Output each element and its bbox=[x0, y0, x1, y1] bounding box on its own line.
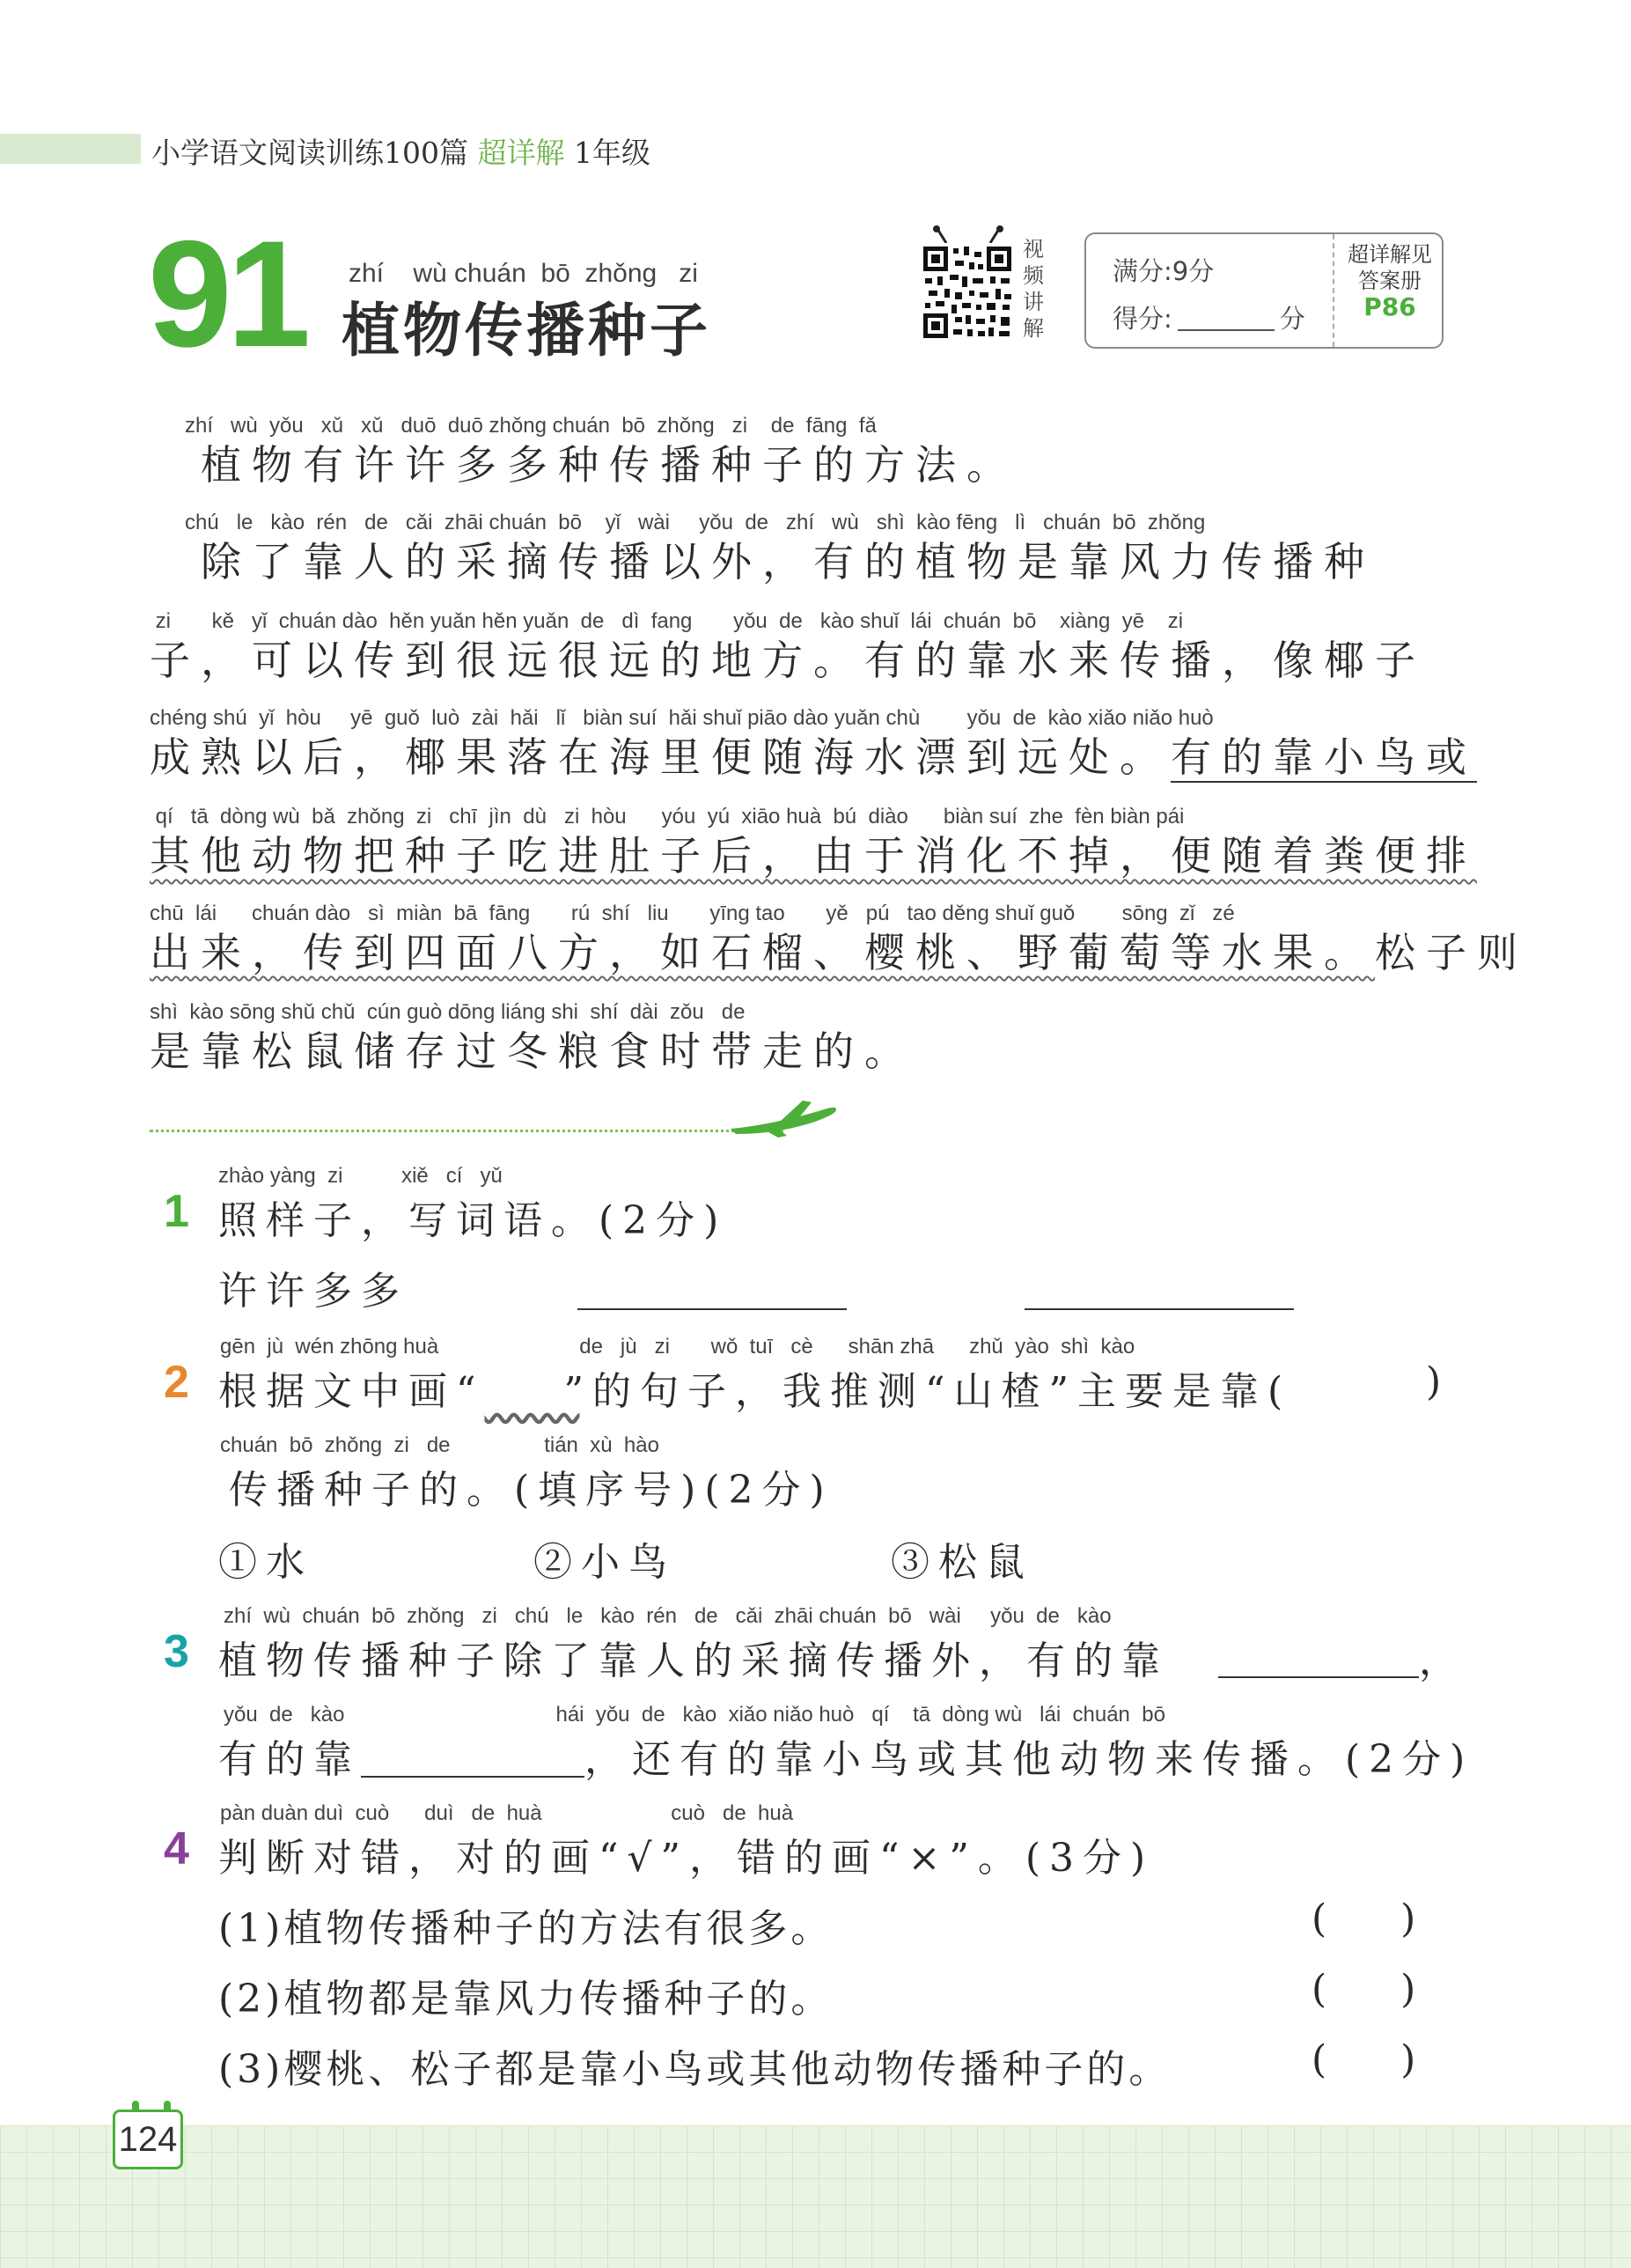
airplane-icon bbox=[727, 1097, 840, 1139]
video-explain-label bbox=[1023, 236, 1053, 342]
q2-text-1 bbox=[218, 1359, 1291, 1416]
pinyin-line: shì kào sōng shǔ chǔ cún guò dōng liáng shi shí dài zǒu de bbox=[150, 1000, 746, 1024]
score-got bbox=[1113, 299, 1305, 335]
q1-answer-blank-1[interactable] bbox=[577, 1308, 847, 1310]
video-label-char: 频 bbox=[1023, 263, 1044, 288]
q4-answer-paren-1[interactable]: ( ) bbox=[1311, 1896, 1416, 1941]
passage-text: 除了靠人的采摘传播以外，有的植物是靠风力传播种 bbox=[150, 538, 1375, 585]
q4-pinyin: pàn duàn duì cuò duì de huà cuò de huà bbox=[220, 1801, 794, 1825]
q1-example: 许许多多 bbox=[218, 1269, 408, 1314]
q2-pinyin-2: chuán bō zhǒng zi de tián xù hào bbox=[220, 1433, 659, 1457]
book-title: 小学语文阅读训练100篇 bbox=[151, 136, 468, 170]
qr-code-icon[interactable] bbox=[920, 225, 1018, 345]
pinyin-line: chéng shú yǐ hòu yē guǒ luò zài hǎi lǐ biàn suí hǎi shuǐ piāo dào yuǎn chù yǒu de kào xiǎo niǎo huò bbox=[150, 706, 1214, 730]
book-grade: 1年级 bbox=[574, 136, 650, 170]
passage-segment: 松子则 bbox=[1375, 929, 1528, 976]
q3-number: 3 bbox=[164, 1626, 189, 1677]
score-got-label: 得分: bbox=[1113, 304, 1172, 334]
score-input-line[interactable] bbox=[1178, 329, 1275, 331]
q3-text-2a: 有的靠 bbox=[218, 1737, 361, 1782]
q4-item-3: (3)樱桃、松子都是靠小鸟或其他动物传播种子的。 bbox=[218, 2047, 1172, 2092]
q3-answer-blank-1[interactable] bbox=[1218, 1676, 1419, 1678]
q4-text: 判断对错，对的画“√”，错的画“×”。(3分) bbox=[218, 1836, 1155, 1881]
q4-item-1: (1)植物传播种子的方法有很多。 bbox=[218, 1906, 834, 1951]
q4-answer-paren-2[interactable]: ( ) bbox=[1311, 1967, 1416, 2012]
answer-reference bbox=[1338, 241, 1442, 320]
score-got-unit: 分 bbox=[1279, 304, 1305, 334]
q3-answer-blank-2[interactable] bbox=[361, 1776, 584, 1778]
lesson-number: 91 bbox=[148, 210, 306, 379]
q3-text-1: 植物传播种子除了靠人的采摘传播外，有的靠 bbox=[218, 1638, 1169, 1683]
passage-line bbox=[150, 1000, 1444, 1076]
video-label-char: 讲 bbox=[1023, 290, 1044, 314]
passage-text bbox=[150, 928, 1528, 977]
q2-wavy-sample: ​ bbox=[484, 1369, 580, 1414]
q2-text-1a: 根据文中画“ bbox=[218, 1369, 485, 1414]
pinyin-line: chú le kào rén de cǎi zhāi chuán bō yǐ wài yǒu de zhí wù shì kào fēng lì chuán bō zhǒng bbox=[150, 511, 1206, 534]
q3-text-2b: ，还有的靠小鸟或其他动物来传播。(2分) bbox=[584, 1737, 1474, 1782]
video-label-char: 视 bbox=[1023, 237, 1044, 261]
q3-pinyin-1: zhí wù chuán bō zhǒng zi chú le kào rén de cǎi zhāi chuán bō wài yǒu de kào bbox=[224, 1604, 1112, 1628]
footer-grid-background bbox=[0, 2125, 1631, 2268]
passage-text: 是靠松鼠储存过冬粮食时带走的。 bbox=[150, 1027, 915, 1075]
passage-line bbox=[150, 414, 1444, 490]
q1-answer-blank-2[interactable] bbox=[1025, 1308, 1294, 1310]
answer-page: P86 bbox=[1363, 292, 1416, 321]
passage-text bbox=[150, 733, 1477, 782]
wavy-underlined-segment: 出来，传到四面八方，如石榴、樱桃、野葡萄等水果。 bbox=[150, 929, 1375, 976]
passage-text: 子，可以传到很远很远的地方。有的靠水来传播，像椰子 bbox=[150, 637, 1426, 684]
q3-comma: ， bbox=[1419, 1638, 1466, 1683]
q3-text-2 bbox=[218, 1727, 1473, 1784]
q1-text: 照样子，写词语。(2分) bbox=[218, 1198, 728, 1243]
underlined-sentence: 有的靠小鸟或 bbox=[1171, 733, 1477, 781]
answer-ref-line2: 答案册 bbox=[1358, 269, 1422, 293]
wavy-underlined-sentence: 其他动物把种子吃进肚子后，由于消化不掉，便随着粪便排 bbox=[150, 832, 1477, 880]
q3-pinyin-2: yǒu de kào hái yǒu de kào xiǎo niǎo huò qí tā dòng wù lái chuán bō bbox=[224, 1703, 1165, 1727]
passage-line bbox=[150, 511, 1444, 586]
q2-pinyin-1: gēn jù wén zhōng huà de jù zi wǒ tuī cè shān zhā zhǔ yào shì kào bbox=[220, 1335, 1135, 1359]
q2-answer-paren-close[interactable]: ) bbox=[1426, 1359, 1442, 1404]
lesson-title: 植物传播种子 bbox=[342, 297, 711, 364]
q2-option-3: ③松鼠 bbox=[891, 1540, 1033, 1585]
q2-number: 2 bbox=[164, 1357, 189, 1408]
score-divider bbox=[1333, 234, 1334, 347]
passage-line bbox=[150, 609, 1444, 685]
q2-option-2: ②小鸟 bbox=[533, 1540, 676, 1585]
page-number: 124 bbox=[113, 2110, 183, 2169]
passage-text: 植物有许许多多种传播种子的方法。 bbox=[150, 441, 1018, 489]
section-divider bbox=[150, 1130, 783, 1132]
pinyin-line: qí tā dòng wù bǎ zhǒng zi chī jìn dù zi hòu yóu yú xiāo huà bú diào biàn suí zhe fèn biàn pái bbox=[150, 805, 1185, 828]
pinyin-line: zhí wù yǒu xǔ xǔ duō duō zhǒng chuán bō zhǒng zi de fāng fǎ bbox=[150, 414, 877, 438]
q4-answer-paren-3[interactable]: ( ) bbox=[1311, 2037, 1416, 2082]
lesson-title-pinyin: zhí wù chuán bō zhǒng zi bbox=[349, 259, 698, 288]
header-accent-bar bbox=[0, 134, 141, 164]
score-box bbox=[1084, 232, 1444, 349]
passage-line bbox=[150, 805, 1477, 880]
video-label-char: 解 bbox=[1023, 316, 1044, 341]
q2-text-2: 传播种子的。(填序号)(2分) bbox=[229, 1468, 834, 1513]
q2-option-1: ①水 bbox=[218, 1540, 313, 1585]
q4-number: 4 bbox=[164, 1823, 189, 1874]
passage-line bbox=[150, 706, 1477, 782]
q2-text-1b: ”的句子，我推测“山楂”主要是靠( bbox=[563, 1369, 1292, 1414]
book-highlight: 超详解 bbox=[477, 136, 565, 170]
pinyin-line: chū lái chuán dào sì miàn bā fāng rú shí liu yīng tao yě pú tao děng shuǐ guǒ sōng zǐ zé bbox=[150, 902, 1235, 925]
answer-ref-line1: 超详解见 bbox=[1348, 242, 1432, 267]
q1-number: 1 bbox=[164, 1186, 189, 1237]
full-score: 满分:9分 bbox=[1113, 256, 1215, 286]
q1-pinyin: zhào yàng zi xiě cí yǔ bbox=[218, 1164, 503, 1188]
q4-item-2: (2)植物都是靠风力传播种子的。 bbox=[218, 1977, 834, 2021]
passage-line bbox=[150, 902, 1528, 977]
header-book-title bbox=[151, 130, 650, 172]
passage-segment: 成熟以后，椰果落在海里便随海水漂到远处。 bbox=[150, 733, 1171, 781]
pinyin-line: zi kě yǐ chuán dào hěn yuǎn hěn yuǎn de dì fang yǒu de kào shuǐ lái chuán bō xiàng yē zi bbox=[150, 609, 1184, 633]
